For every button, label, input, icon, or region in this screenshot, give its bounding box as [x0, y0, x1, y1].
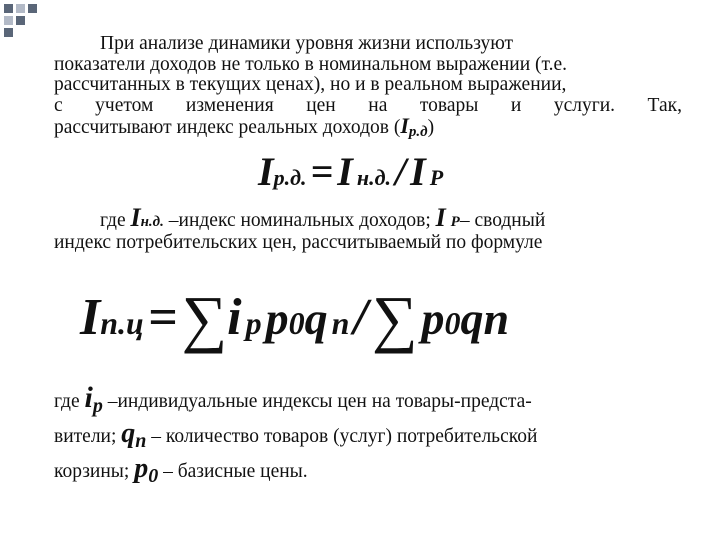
formula-real-income [258, 148, 443, 195]
para1-line-5-prefix: рассчитывают индекс реальных доходов ( [54, 117, 401, 138]
f2-q: q [304, 293, 328, 344]
para3-line-3-prefix: корзины; [54, 461, 130, 482]
f2-subscript: п.ц [100, 305, 144, 341]
para2-subscript-1: н.д. [140, 214, 164, 230]
para3-line-3 [54, 455, 682, 490]
para2-line-2: индекс потребительских цен, рассчитываемый по формуле [54, 231, 543, 253]
f1-slash: / [395, 149, 407, 194]
f1-equals: = [310, 149, 334, 194]
para1-line-5-suffix: ) [427, 117, 435, 138]
square-5 [4, 16, 13, 25]
para3-symbol-qn: q [121, 418, 136, 449]
square-1 [4, 4, 13, 13]
para3-line-2-prefix: вители; [54, 426, 117, 447]
para1-line-1: При анализе динамики уровня жизни используют [100, 33, 514, 54]
para1-line-4 [54, 96, 682, 117]
f1-subscript-3: P [429, 165, 444, 190]
para3-line-1 [54, 381, 682, 420]
para3-text-1: –индивидуальные индексы цен на товары-предста- [107, 391, 532, 412]
para3-prefix: где [54, 391, 80, 412]
square-2 [16, 4, 25, 13]
f2-qn: qn [460, 293, 510, 344]
para3-subscript-p0: 0 [148, 465, 159, 487]
f2-ip-subscript: p [245, 305, 262, 341]
formula-consumer-price-index [80, 282, 509, 356]
para2-mid: –индекс номинальных доходов; [168, 210, 431, 231]
f1-subscript-2: н.д. [356, 165, 392, 190]
paragraph-2 [54, 203, 682, 253]
para1-line-2: показатели доходов не только в номинальном выражении (т.е. [54, 53, 567, 75]
para3-symbol-ip: i [84, 381, 93, 414]
f1-subscript-1: р.д. [273, 165, 307, 190]
para1-line-5 [54, 113, 682, 143]
f1-symbol-1: I [258, 149, 274, 194]
square-6 [4, 28, 13, 37]
f2-p0b-subscript: 0 [444, 305, 461, 341]
para3-subscript-ip: p [92, 395, 103, 417]
f2-sum-2: ∑ [371, 283, 418, 354]
real-income-subscript: р.д [408, 124, 428, 140]
f1-symbol-3: I [410, 149, 426, 194]
para2-prefix: где [100, 210, 126, 231]
f2-symbol-i: I [80, 289, 101, 346]
f2-ip: i [227, 289, 242, 346]
f1-symbol-2: I [337, 149, 353, 194]
para3-text-2: – количество товаров (услуг) потребительской [151, 426, 538, 447]
para2-subscript-2: P [450, 214, 460, 230]
square-4 [16, 16, 25, 25]
decorative-squares [0, 0, 60, 40]
para1-line-4-text: с учетом изменения цен на товары и услуги. Так, [54, 94, 682, 116]
f2-slash: / [353, 289, 368, 346]
f2-q-subscript: n [331, 305, 350, 341]
para3-text-3: – базисные цены. [163, 461, 308, 482]
para3-symbol-p0: p [134, 453, 149, 484]
paragraph-1 [54, 34, 682, 143]
f2-p0: p [265, 293, 289, 344]
f2-p0-subscript: 0 [288, 305, 305, 341]
f2-p0b: p [421, 293, 445, 344]
real-income-symbol: I [400, 113, 409, 138]
square-3 [28, 4, 37, 13]
paragraph-3 [54, 381, 682, 490]
f2-equals: = [147, 289, 178, 346]
para3-line-2 [54, 420, 682, 455]
para2-suffix: – сводный [459, 210, 546, 231]
f2-sum-1: ∑ [181, 283, 228, 354]
para2-symbol-1: I [130, 203, 141, 232]
para2-symbol-2: I [435, 203, 446, 232]
para2-line-1 [54, 203, 682, 233]
para3-subscript-qn: n [135, 430, 147, 452]
para1-line-3: рассчитанных в текущих ценах), но и в реальном выражении, [54, 74, 567, 95]
